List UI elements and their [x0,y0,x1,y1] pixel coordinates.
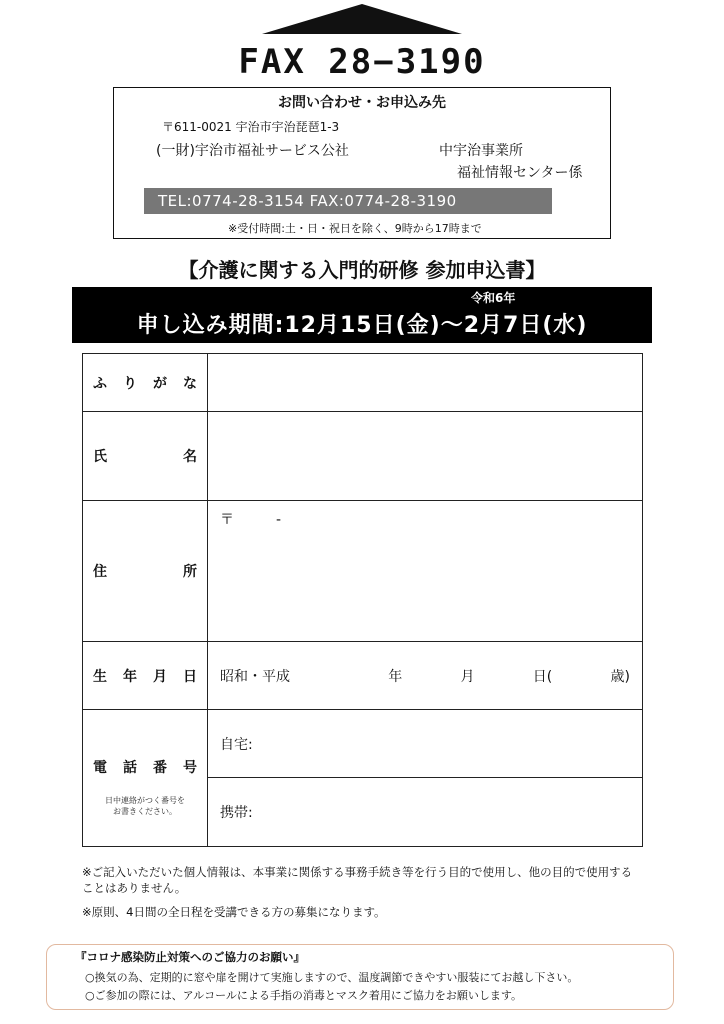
phone-char: 号 [183,760,197,776]
furigana-char: な [183,375,197,392]
fax-number-header: FAX 28−3190 [238,42,486,82]
phone-label [83,710,208,847]
address-row [83,501,643,642]
contact-heading: お問い合わせ・お申込み先 [278,95,446,111]
phone-note-line: 日中連絡がつく番号を [105,796,185,805]
dob-month: 月 [460,668,475,685]
application-period-text: 申し込み期間:12月15日(金)〜2月7日(水) [136,313,588,338]
address-char: 住 [93,564,107,580]
name-field[interactable] [208,412,643,501]
phone-char: 電 [93,760,107,776]
postal-dash: - [276,512,282,528]
dob-label [83,642,208,710]
dob-char: 生 [93,668,107,685]
dob-row [83,642,643,710]
phone-char: 番 [153,760,167,776]
address-char: 所 [183,564,197,580]
era-year-label: 令和6年 [471,291,516,305]
postal-mark: 〒 [220,512,234,528]
phone-fields [208,710,643,847]
dob-age: 歳) [610,668,630,685]
furigana-char: ふ [93,375,107,392]
address-label [83,501,208,642]
name-label [83,412,208,501]
dob-era: 昭和・平成 [220,668,290,685]
furigana-field[interactable] [208,354,643,412]
dob-char: 年 [123,668,137,685]
phone-note [83,795,207,817]
name-char: 氏 [93,449,107,465]
contact-organization: (一財)宇治市福祉サービス公社 [156,143,349,159]
contact-postal-address: 〒611-0021 宇治市宇治琵琶1-3 [162,120,340,134]
corona-notice-disinfection: ○ご参加の際には、アルコールによる手指の消毒とマスク着用にご協力をお願いします。 [85,989,523,1002]
dob-char: 月 [153,668,167,685]
furigana-row [83,354,643,412]
corona-notice-box [46,944,674,1010]
mobile-phone-label: 携帯: [220,805,253,821]
form-title: 【介護に関する入門的研修 参加申込書】 [178,258,546,282]
contact-office: 中宇治事業所 [439,143,523,159]
phone-note-line: お書きください。 [113,807,177,816]
application-form-table [82,353,643,847]
application-period-bar [72,287,652,343]
name-row [83,412,643,501]
phone-row [83,710,643,847]
corona-notice-title: 『コロナ感染防止対策へのご協力のお願い』 [75,950,305,964]
contact-box [113,87,611,239]
corona-notice-ventilation: ○換気の為、定期的に窓や扉を開けて実施しますので、温度調節できやすい服装にてお越し下さい。 [85,971,579,984]
attendance-note: ※原則、4日間の全日程を受講できる方の募集になります。 [82,905,386,919]
phone-char: 話 [123,760,137,776]
privacy-note: ※ご記入いただいた個人情報は、本事業に関係する事務手続き等を行う目的で使用し、他の目的で使用することはありません。 [82,865,633,895]
dob-field[interactable] [208,642,643,710]
dob-year: 年 [388,668,403,685]
home-phone-field[interactable] [208,710,642,778]
home-phone-label: 自宅: [220,736,253,753]
contact-section: 福祉情報センター係 [457,165,583,181]
dob-char: 日 [183,668,197,685]
furigana-char: り [123,375,137,392]
mobile-phone-field[interactable] [208,778,642,846]
address-field[interactable] [208,501,643,642]
dob-day: 日( [532,668,553,685]
up-arrow-icon [262,4,462,34]
furigana-label [83,354,208,412]
reception-hours: ※受付時間:土・日・祝日を除く、9時から17時まで [228,222,482,235]
furigana-char: が [153,375,167,392]
tel-fax-bar: TEL:0774-28-3154 FAX:0774-28-3190 [144,188,552,214]
name-char: 名 [183,449,197,465]
